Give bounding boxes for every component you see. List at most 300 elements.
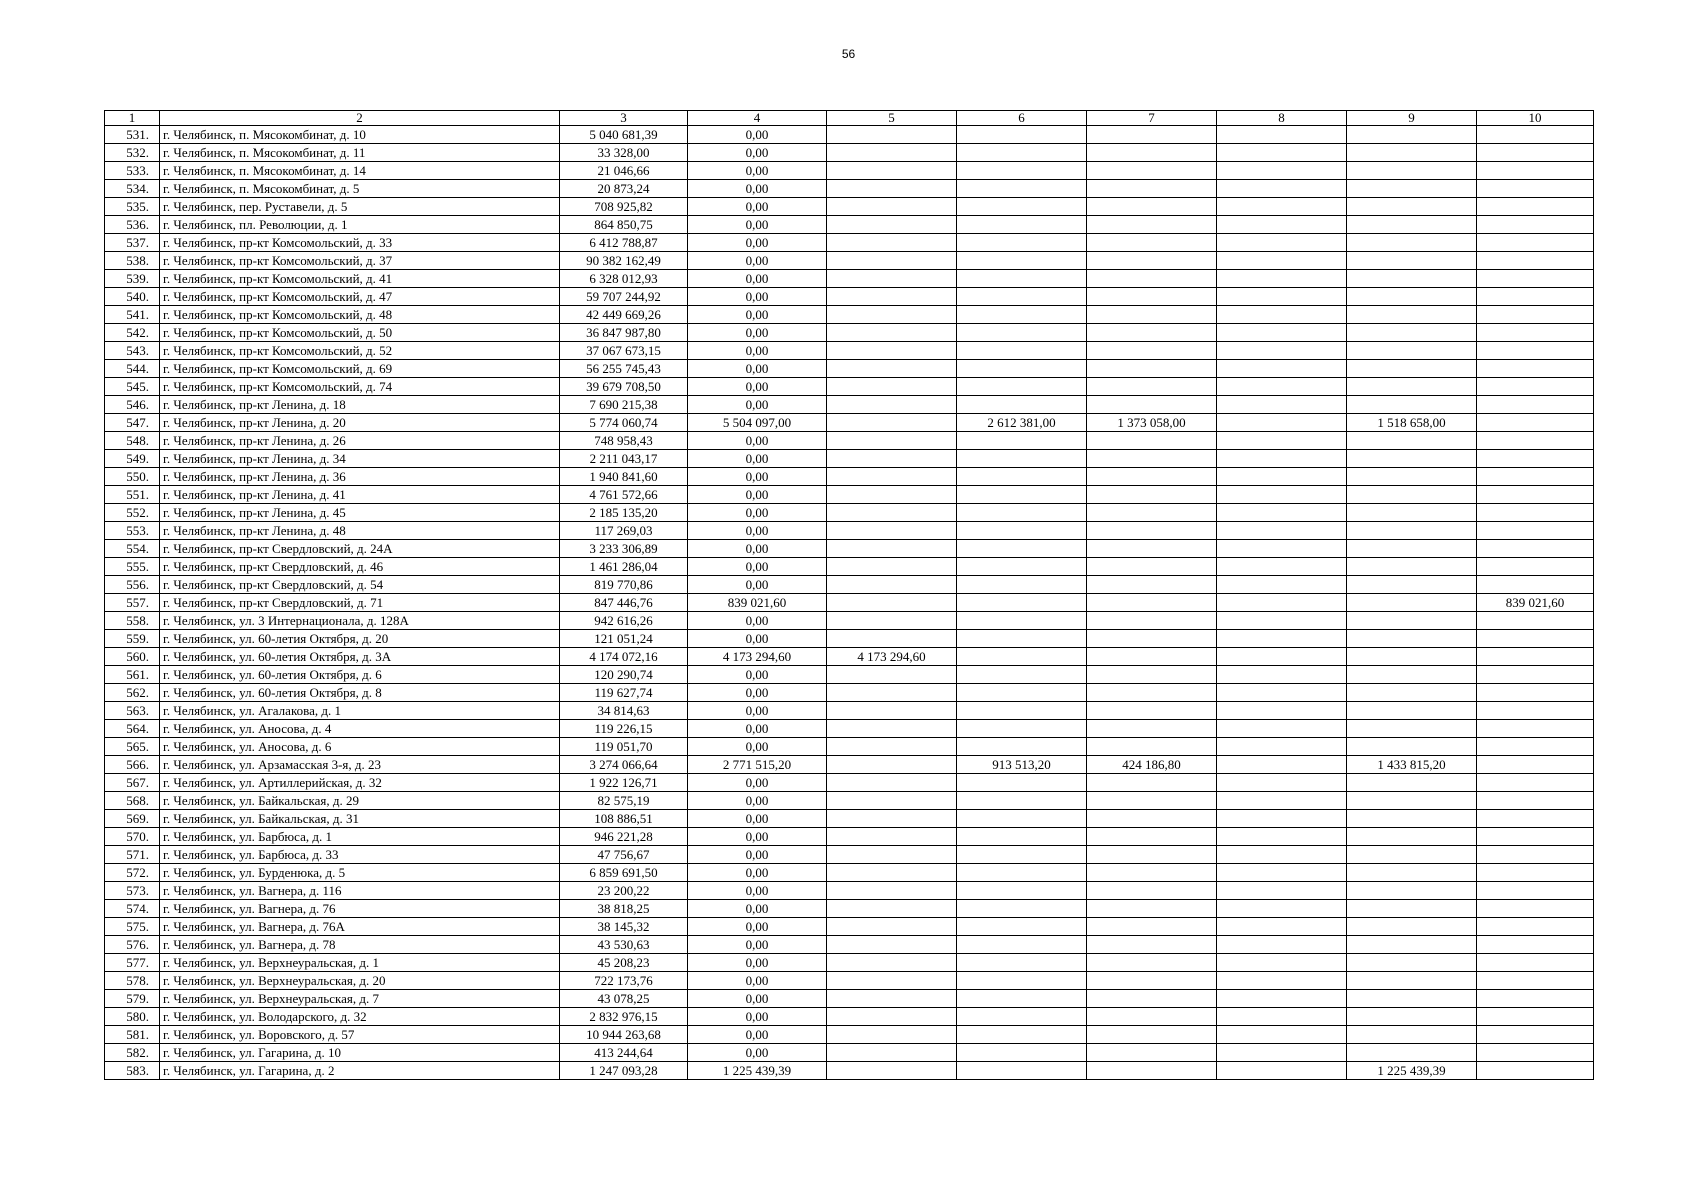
amount-cell: 4 174 072,16 (560, 648, 688, 666)
amount-cell: 0,00 (688, 828, 827, 846)
amount-cell: 0,00 (688, 630, 827, 648)
address-cell: г. Челябинск, пр-кт Свердловский, д. 46 (160, 558, 560, 576)
amount-cell (1347, 684, 1477, 702)
amount-cell (957, 252, 1087, 270)
amount-cell: 0,00 (688, 972, 827, 990)
amount-cell (1477, 378, 1594, 396)
table-row (105, 720, 1594, 738)
amount-cell (1477, 846, 1594, 864)
amount-cell: 0,00 (688, 738, 827, 756)
amount-cell (1087, 630, 1217, 648)
amount-cell (1477, 630, 1594, 648)
amount-cell: 0,00 (688, 666, 827, 684)
amount-cell (1217, 378, 1347, 396)
amount-cell (1347, 198, 1477, 216)
amount-cell: 119 226,15 (560, 720, 688, 738)
row-number-cell: 550. (105, 468, 160, 486)
amount-cell (1477, 666, 1594, 684)
amount-cell (827, 324, 957, 342)
amount-cell: 0,00 (688, 486, 827, 504)
amount-cell: 119 051,70 (560, 738, 688, 756)
amount-cell (957, 594, 1087, 612)
address-cell: г. Челябинск, ул. Воровского, д. 57 (160, 1026, 560, 1044)
amount-cell: 4 761 572,66 (560, 486, 688, 504)
row-number-cell: 535. (105, 198, 160, 216)
amount-cell (827, 576, 957, 594)
amount-cell (1217, 414, 1347, 432)
address-cell: г. Челябинск, пр-кт Комсомольский, д. 52 (160, 342, 560, 360)
address-cell: г. Челябинск, пр-кт Комсомольский, д. 41 (160, 270, 560, 288)
amount-cell (1347, 792, 1477, 810)
table-row (105, 234, 1594, 252)
table-row (105, 540, 1594, 558)
table-row (105, 918, 1594, 936)
amount-cell (827, 360, 957, 378)
amount-cell (1477, 792, 1594, 810)
amount-cell (1217, 540, 1347, 558)
amount-cell (827, 306, 957, 324)
amount-cell (1087, 126, 1217, 144)
amount-cell (957, 396, 1087, 414)
amount-cell (827, 612, 957, 630)
row-number-cell: 579. (105, 990, 160, 1008)
row-number-cell: 563. (105, 702, 160, 720)
amount-cell (1347, 810, 1477, 828)
address-cell: г. Челябинск, ул. Барбюса, д. 33 (160, 846, 560, 864)
amount-cell (1087, 936, 1217, 954)
amount-cell (827, 1026, 957, 1044)
amount-cell (1477, 540, 1594, 558)
amount-cell (1477, 162, 1594, 180)
amount-cell: 117 269,03 (560, 522, 688, 540)
row-number-cell: 574. (105, 900, 160, 918)
amount-cell (1477, 252, 1594, 270)
row-number-cell: 554. (105, 540, 160, 558)
address-cell: г. Челябинск, ул. Аносова, д. 6 (160, 738, 560, 756)
amount-cell: 5 774 060,74 (560, 414, 688, 432)
amount-cell (1477, 324, 1594, 342)
amount-cell (1217, 162, 1347, 180)
amount-cell (957, 522, 1087, 540)
amount-cell: 2 185 135,20 (560, 504, 688, 522)
row-number-cell: 532. (105, 144, 160, 162)
address-cell: г. Челябинск, ул. Гагарина, д. 10 (160, 1044, 560, 1062)
address-cell: г. Челябинск, пр-кт Комсомольский, д. 74 (160, 378, 560, 396)
header-row (105, 111, 1594, 126)
table-row (105, 288, 1594, 306)
table-row (105, 828, 1594, 846)
table-row (105, 144, 1594, 162)
amount-cell (1347, 288, 1477, 306)
amount-cell: 0,00 (688, 450, 827, 468)
amount-cell (957, 1062, 1087, 1080)
amount-cell (1477, 432, 1594, 450)
table-row (105, 162, 1594, 180)
amount-cell (1217, 882, 1347, 900)
amount-cell (1217, 576, 1347, 594)
amount-cell: 0,00 (688, 162, 827, 180)
amount-cell (957, 180, 1087, 198)
amount-cell (1217, 558, 1347, 576)
table-row (105, 1008, 1594, 1026)
amount-cell: 2 832 976,15 (560, 1008, 688, 1026)
amount-cell: 7 690 215,38 (560, 396, 688, 414)
amount-cell: 0,00 (688, 918, 827, 936)
amount-cell (1087, 162, 1217, 180)
amount-cell: 0,00 (688, 144, 827, 162)
amount-cell: 0,00 (688, 990, 827, 1008)
amount-cell (1217, 396, 1347, 414)
amount-cell (1477, 720, 1594, 738)
row-number-cell: 564. (105, 720, 160, 738)
amount-cell (1087, 1008, 1217, 1026)
row-number-cell: 577. (105, 954, 160, 972)
amount-cell (1217, 342, 1347, 360)
amount-cell (1347, 432, 1477, 450)
amount-cell (1087, 1062, 1217, 1080)
amount-cell (957, 936, 1087, 954)
address-cell: г. Челябинск, пр-кт Ленина, д. 34 (160, 450, 560, 468)
row-number-cell: 576. (105, 936, 160, 954)
amount-cell (1347, 522, 1477, 540)
amount-cell (1347, 1026, 1477, 1044)
amount-cell (827, 288, 957, 306)
amount-cell: 37 067 673,15 (560, 342, 688, 360)
amount-cell: 819 770,86 (560, 576, 688, 594)
amount-cell (1347, 504, 1477, 522)
amount-cell (1217, 180, 1347, 198)
row-number-cell: 557. (105, 594, 160, 612)
amount-cell (957, 450, 1087, 468)
amount-cell: 0,00 (688, 252, 827, 270)
row-number-cell: 555. (105, 558, 160, 576)
amount-cell (1347, 882, 1477, 900)
amount-cell (1347, 954, 1477, 972)
table-row (105, 126, 1594, 144)
address-cell: г. Челябинск, пр-кт Ленина, д. 41 (160, 486, 560, 504)
amount-cell (957, 828, 1087, 846)
amount-cell (957, 810, 1087, 828)
amount-cell (827, 594, 957, 612)
address-cell: г. Челябинск, ул. Барбюса, д. 1 (160, 828, 560, 846)
amount-cell (1217, 864, 1347, 882)
amount-cell: 0,00 (688, 540, 827, 558)
amount-cell (1087, 270, 1217, 288)
amount-cell (1347, 846, 1477, 864)
amount-cell (1087, 306, 1217, 324)
amount-cell: 0,00 (688, 900, 827, 918)
amount-cell (1477, 774, 1594, 792)
amount-cell (827, 954, 957, 972)
amount-cell (1477, 396, 1594, 414)
amount-cell: 38 818,25 (560, 900, 688, 918)
header-cell: 8 (1217, 111, 1347, 126)
table-row (105, 198, 1594, 216)
amount-cell: 0,00 (688, 288, 827, 306)
amount-cell (1087, 864, 1217, 882)
amount-cell (1217, 846, 1347, 864)
amount-cell (957, 144, 1087, 162)
address-cell: г. Челябинск, пр-кт Свердловский, д. 24А (160, 540, 560, 558)
row-number-cell: 544. (105, 360, 160, 378)
amount-cell (957, 468, 1087, 486)
header-cell: 2 (160, 111, 560, 126)
address-cell: г. Челябинск, ул. Вагнера, д. 78 (160, 936, 560, 954)
header-cell: 4 (688, 111, 827, 126)
amount-cell (1217, 288, 1347, 306)
amount-cell: 0,00 (688, 774, 827, 792)
amount-cell: 0,00 (688, 702, 827, 720)
amount-cell (1347, 738, 1477, 756)
amount-cell: 5 504 097,00 (688, 414, 827, 432)
amount-cell (1087, 720, 1217, 738)
amount-cell (827, 666, 957, 684)
amount-cell (1477, 702, 1594, 720)
amount-cell (827, 828, 957, 846)
amount-cell: 748 958,43 (560, 432, 688, 450)
address-cell: г. Челябинск, ул. 3 Интернационала, д. 128А (160, 612, 560, 630)
amount-cell: 946 221,28 (560, 828, 688, 846)
table-row (105, 252, 1594, 270)
amount-cell (827, 972, 957, 990)
row-number-cell: 547. (105, 414, 160, 432)
amount-cell (1477, 306, 1594, 324)
amount-cell (957, 324, 1087, 342)
amount-cell (1347, 252, 1477, 270)
amount-cell (1477, 828, 1594, 846)
amount-cell (1087, 252, 1217, 270)
amount-cell (1347, 630, 1477, 648)
row-number-cell: 534. (105, 180, 160, 198)
row-number-cell: 561. (105, 666, 160, 684)
address-cell: г. Челябинск, ул. Бурденюка, д. 5 (160, 864, 560, 882)
row-number-cell: 541. (105, 306, 160, 324)
table-row (105, 702, 1594, 720)
row-number-cell: 581. (105, 1026, 160, 1044)
amount-cell (827, 198, 957, 216)
amount-cell (1477, 234, 1594, 252)
amount-cell (1347, 936, 1477, 954)
header-cell: 9 (1347, 111, 1477, 126)
table-row (105, 414, 1594, 432)
amount-cell (1087, 234, 1217, 252)
amount-cell: 942 616,26 (560, 612, 688, 630)
amount-cell (1087, 378, 1217, 396)
table-row (105, 324, 1594, 342)
amount-cell (1347, 378, 1477, 396)
amount-cell: 0,00 (688, 360, 827, 378)
table-row (105, 972, 1594, 990)
address-cell: г. Челябинск, ул. Вагнера, д. 76А (160, 918, 560, 936)
amount-cell: 0,00 (688, 1026, 827, 1044)
amount-cell: 6 859 691,50 (560, 864, 688, 882)
amount-cell: 0,00 (688, 846, 827, 864)
amount-cell (1347, 162, 1477, 180)
amount-cell (827, 846, 957, 864)
row-number-cell: 543. (105, 342, 160, 360)
row-number-cell: 565. (105, 738, 160, 756)
amount-cell: 0,00 (688, 720, 827, 738)
amount-cell: 34 814,63 (560, 702, 688, 720)
amount-cell (957, 486, 1087, 504)
amount-cell (1477, 864, 1594, 882)
amount-cell (1087, 684, 1217, 702)
address-cell: г. Челябинск, пр-кт Ленина, д. 26 (160, 432, 560, 450)
amount-cell: 108 886,51 (560, 810, 688, 828)
amount-cell (827, 270, 957, 288)
table-row (105, 936, 1594, 954)
amount-cell (1087, 846, 1217, 864)
address-cell: г. Челябинск, пр-кт Комсомольский, д. 69 (160, 360, 560, 378)
amount-cell (1347, 972, 1477, 990)
amount-cell (1087, 1026, 1217, 1044)
amount-cell (1347, 234, 1477, 252)
amount-cell (957, 612, 1087, 630)
amount-cell (1217, 1044, 1347, 1062)
amount-cell (1477, 612, 1594, 630)
amount-cell (1477, 450, 1594, 468)
row-number-cell: 549. (105, 450, 160, 468)
table-row (105, 954, 1594, 972)
amount-cell (957, 162, 1087, 180)
amount-cell: 2 211 043,17 (560, 450, 688, 468)
table-row (105, 864, 1594, 882)
row-number-cell: 571. (105, 846, 160, 864)
amount-cell (827, 162, 957, 180)
amount-cell (1347, 594, 1477, 612)
amount-cell (827, 1062, 957, 1080)
amount-cell: 0,00 (688, 558, 827, 576)
amount-cell: 23 200,22 (560, 882, 688, 900)
amount-cell: 20 873,24 (560, 180, 688, 198)
amount-cell (827, 432, 957, 450)
amount-cell: 413 244,64 (560, 1044, 688, 1062)
amount-cell: 21 046,66 (560, 162, 688, 180)
amount-cell (827, 900, 957, 918)
amount-cell (1477, 936, 1594, 954)
amount-cell: 3 274 066,64 (560, 756, 688, 774)
amount-cell (1087, 432, 1217, 450)
amount-cell (1347, 612, 1477, 630)
amount-cell (957, 234, 1087, 252)
amount-cell: 1 922 126,71 (560, 774, 688, 792)
amount-cell (827, 126, 957, 144)
amount-cell (827, 540, 957, 558)
amount-cell (1347, 216, 1477, 234)
amount-cell (957, 720, 1087, 738)
amount-cell (827, 702, 957, 720)
address-cell: г. Челябинск, ул. Агалакова, д. 1 (160, 702, 560, 720)
amount-cell (1347, 774, 1477, 792)
amount-cell (1087, 1044, 1217, 1062)
amount-cell (1217, 1062, 1347, 1080)
amount-cell (1087, 900, 1217, 918)
amount-cell (827, 1008, 957, 1026)
table-row (105, 522, 1594, 540)
amount-cell (957, 558, 1087, 576)
amount-cell: 1 247 093,28 (560, 1062, 688, 1080)
table-row (105, 576, 1594, 594)
row-number-cell: 548. (105, 432, 160, 450)
amount-cell (1087, 810, 1217, 828)
amount-cell (957, 666, 1087, 684)
amount-cell (1217, 252, 1347, 270)
amount-cell (1087, 342, 1217, 360)
table-row (105, 468, 1594, 486)
amount-cell (957, 954, 1087, 972)
amount-cell (1477, 504, 1594, 522)
amount-cell: 2 771 515,20 (688, 756, 827, 774)
amount-cell (1217, 486, 1347, 504)
table-row (105, 432, 1594, 450)
table-row (105, 684, 1594, 702)
amount-cell (1477, 648, 1594, 666)
address-cell: г. Челябинск, пр-кт Комсомольский, д. 33 (160, 234, 560, 252)
amount-cell (1347, 864, 1477, 882)
amount-cell (1477, 468, 1594, 486)
row-number-cell: 536. (105, 216, 160, 234)
amount-cell: 0,00 (688, 882, 827, 900)
amount-cell (1347, 576, 1477, 594)
amount-cell (957, 864, 1087, 882)
amount-cell (957, 378, 1087, 396)
amount-cell (1217, 918, 1347, 936)
amount-cell: 0,00 (688, 792, 827, 810)
amount-cell (1217, 666, 1347, 684)
address-cell: г. Челябинск, ул. 60-летия Октября, д. 8 (160, 684, 560, 702)
amount-cell (1347, 450, 1477, 468)
row-number-cell: 533. (105, 162, 160, 180)
amount-cell (1217, 1026, 1347, 1044)
amount-cell (957, 648, 1087, 666)
amount-cell (827, 1044, 957, 1062)
amount-cell: 82 575,19 (560, 792, 688, 810)
amount-cell: 3 233 306,89 (560, 540, 688, 558)
amount-cell (1217, 306, 1347, 324)
amount-cell (1087, 828, 1217, 846)
address-cell: г. Челябинск, п. Мясокомбинат, д. 10 (160, 126, 560, 144)
address-cell: г. Челябинск, ул. 60-летия Октября, д. 6 (160, 666, 560, 684)
amount-cell (957, 504, 1087, 522)
amount-cell (1217, 1008, 1347, 1026)
row-number-cell: 578. (105, 972, 160, 990)
amount-cell: 0,00 (688, 126, 827, 144)
amount-cell: 0,00 (688, 612, 827, 630)
amount-cell (1087, 396, 1217, 414)
table-row (105, 558, 1594, 576)
amount-cell (1087, 576, 1217, 594)
amount-cell: 120 290,74 (560, 666, 688, 684)
address-cell: г. Челябинск, пр-кт Свердловский, д. 71 (160, 594, 560, 612)
address-cell: г. Челябинск, пр-кт Ленина, д. 45 (160, 504, 560, 522)
table-row (105, 1062, 1594, 1080)
address-cell: г. Челябинск, пр-кт Ленина, д. 20 (160, 414, 560, 432)
amount-cell (1217, 792, 1347, 810)
table-row (105, 792, 1594, 810)
amount-cell (827, 486, 957, 504)
amount-cell (1477, 1026, 1594, 1044)
amount-cell (1217, 198, 1347, 216)
amount-cell (1477, 1062, 1594, 1080)
amount-cell (1217, 324, 1347, 342)
amount-cell (1217, 738, 1347, 756)
amount-cell: 913 513,20 (957, 756, 1087, 774)
amount-cell (1087, 180, 1217, 198)
amount-cell (1477, 810, 1594, 828)
data-table (104, 110, 1594, 1080)
amount-cell (827, 684, 957, 702)
amount-cell: 0,00 (688, 576, 827, 594)
